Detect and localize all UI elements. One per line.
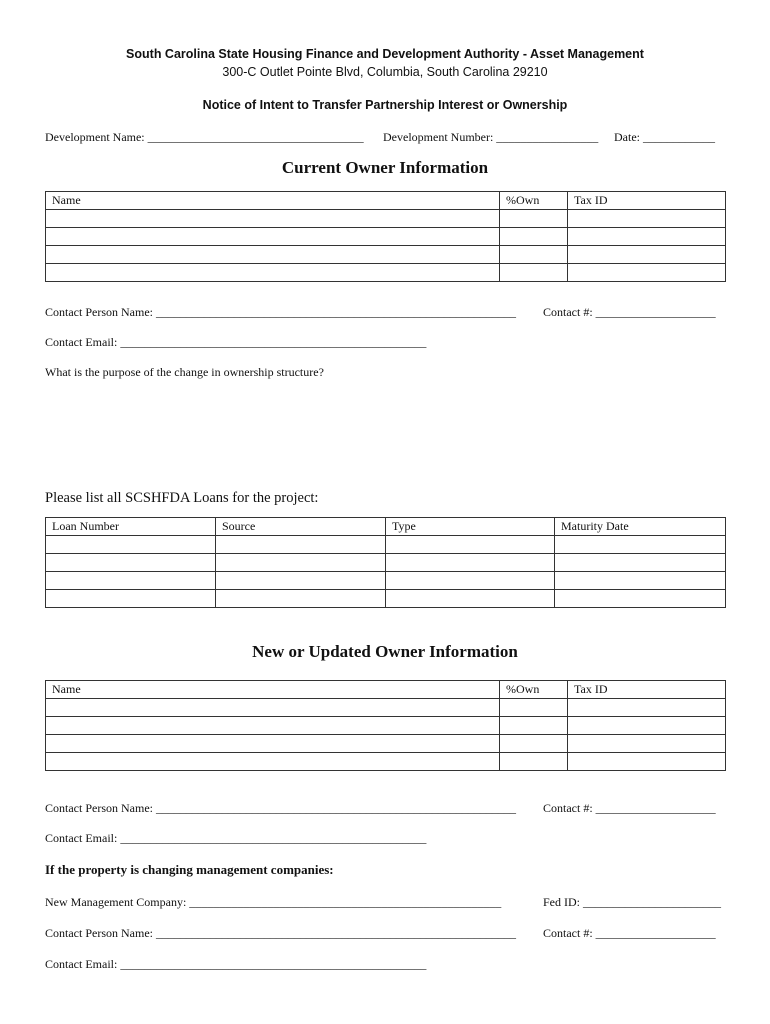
- table-cell[interactable]: [500, 753, 568, 771]
- current-owner-table: [45, 191, 726, 282]
- table-cell[interactable]: [500, 717, 568, 735]
- development-name-field[interactable]: Development Name: ____________________________________: [45, 130, 364, 144]
- table-cell[interactable]: [46, 735, 500, 753]
- column-header-type: Type: [386, 518, 555, 536]
- column-header-own: %Own: [500, 681, 568, 699]
- table-cell[interactable]: [568, 753, 726, 771]
- column-header-loan-number: Loan Number: [46, 518, 216, 536]
- table-cell[interactable]: [216, 572, 386, 590]
- table-cell[interactable]: [46, 536, 216, 554]
- table-cell[interactable]: [386, 536, 555, 554]
- table-cell[interactable]: [46, 717, 500, 735]
- column-header-taxid: Tax ID: [568, 192, 726, 210]
- current-contact-person-field[interactable]: Contact Person Name: ____________________________________________________________: [45, 305, 516, 319]
- table-cell[interactable]: [555, 554, 726, 572]
- management-contact-person-field[interactable]: Contact Person Name: ____________________________________________________________: [45, 926, 516, 940]
- table-cell[interactable]: [500, 246, 568, 264]
- new-contact-person-field[interactable]: Contact Person Name: ____________________________________________________________: [45, 801, 516, 815]
- new-contact-email-field[interactable]: Contact Email: ___________________________________________________: [45, 831, 427, 845]
- date-field[interactable]: Date: ____________: [614, 130, 715, 144]
- table-row: [46, 210, 726, 228]
- table-cell[interactable]: [500, 699, 568, 717]
- table-cell[interactable]: [46, 753, 500, 771]
- table-header-row: [46, 192, 726, 210]
- table-row: [46, 228, 726, 246]
- loans-prompt: Please list all SCSHFDA Loans for the project:: [45, 490, 319, 506]
- development-number-field[interactable]: Development Number: _________________: [383, 130, 599, 144]
- table-cell[interactable]: [555, 572, 726, 590]
- table-cell[interactable]: [568, 717, 726, 735]
- column-header-name: Name: [46, 681, 500, 699]
- table-cell[interactable]: [46, 264, 500, 282]
- table-cell[interactable]: [216, 536, 386, 554]
- column-header-source: Source: [216, 518, 386, 536]
- table-row: [46, 572, 726, 590]
- management-company-field[interactable]: New Management Company: ____________________________________________________: [45, 895, 502, 909]
- current-owner-heading: Current Owner Information: [281, 158, 489, 177]
- table-cell[interactable]: [555, 536, 726, 554]
- table-cell[interactable]: [500, 264, 568, 282]
- table-cell[interactable]: [568, 210, 726, 228]
- table-cell[interactable]: [216, 554, 386, 572]
- new-contact-number-field[interactable]: Contact #: ____________________: [543, 801, 716, 815]
- table-cell[interactable]: [568, 699, 726, 717]
- management-heading: If the property is changing management companies:: [45, 862, 334, 877]
- new-owner-table: [45, 680, 726, 771]
- loans-table: [45, 517, 726, 608]
- fed-id-field[interactable]: Fed ID: _______________________: [543, 895, 721, 909]
- table-cell[interactable]: [46, 554, 216, 572]
- agency-name: South Carolina State Housing Finance and Development Authority - Asset Management: [126, 47, 644, 61]
- table-cell[interactable]: [386, 572, 555, 590]
- table-cell[interactable]: [386, 554, 555, 572]
- table-row: [46, 735, 726, 753]
- table-cell[interactable]: [568, 264, 726, 282]
- table-header-row: [46, 681, 726, 699]
- table-row: [46, 264, 726, 282]
- management-contact-email-field[interactable]: Contact Email: ___________________________________________________: [45, 957, 427, 971]
- table-cell[interactable]: [216, 590, 386, 608]
- table-row: [46, 717, 726, 735]
- column-header-own: %Own: [500, 192, 568, 210]
- current-contact-email-field[interactable]: Contact Email: ___________________________________________________: [45, 335, 427, 349]
- current-contact-number-field[interactable]: Contact #: ____________________: [543, 305, 716, 319]
- table-row: [46, 753, 726, 771]
- table-row: [46, 536, 726, 554]
- column-header-maturity-date: Maturity Date: [555, 518, 726, 536]
- purpose-answer-area[interactable]: [45, 385, 725, 485]
- new-owner-heading: New or Updated Owner Information: [252, 642, 518, 661]
- table-header-row: [46, 518, 726, 536]
- table-cell[interactable]: [555, 590, 726, 608]
- table-cell[interactable]: [46, 246, 500, 264]
- table-row: [46, 246, 726, 264]
- purpose-question: What is the purpose of the change in ownership structure?: [45, 365, 324, 379]
- table-cell[interactable]: [568, 735, 726, 753]
- table-row: [46, 590, 726, 608]
- table-cell[interactable]: [386, 590, 555, 608]
- agency-address: 300-C Outlet Pointe Blvd, Columbia, South Carolina 29210: [222, 65, 548, 79]
- table-cell[interactable]: [500, 210, 568, 228]
- table-cell[interactable]: [500, 228, 568, 246]
- table-cell[interactable]: [568, 246, 726, 264]
- notice-title: Notice of Intent to Transfer Partnership Interest or Ownership: [202, 98, 568, 112]
- table-row: [46, 699, 726, 717]
- table-cell[interactable]: [500, 735, 568, 753]
- table-cell[interactable]: [46, 572, 216, 590]
- column-header-taxid: Tax ID: [568, 681, 726, 699]
- table-cell[interactable]: [46, 699, 500, 717]
- table-cell[interactable]: [46, 590, 216, 608]
- table-cell[interactable]: [46, 228, 500, 246]
- column-header-name: Name: [46, 192, 500, 210]
- management-contact-number-field[interactable]: Contact #: ____________________: [543, 926, 716, 940]
- table-cell[interactable]: [46, 210, 500, 228]
- table-row: [46, 554, 726, 572]
- table-cell[interactable]: [568, 228, 726, 246]
